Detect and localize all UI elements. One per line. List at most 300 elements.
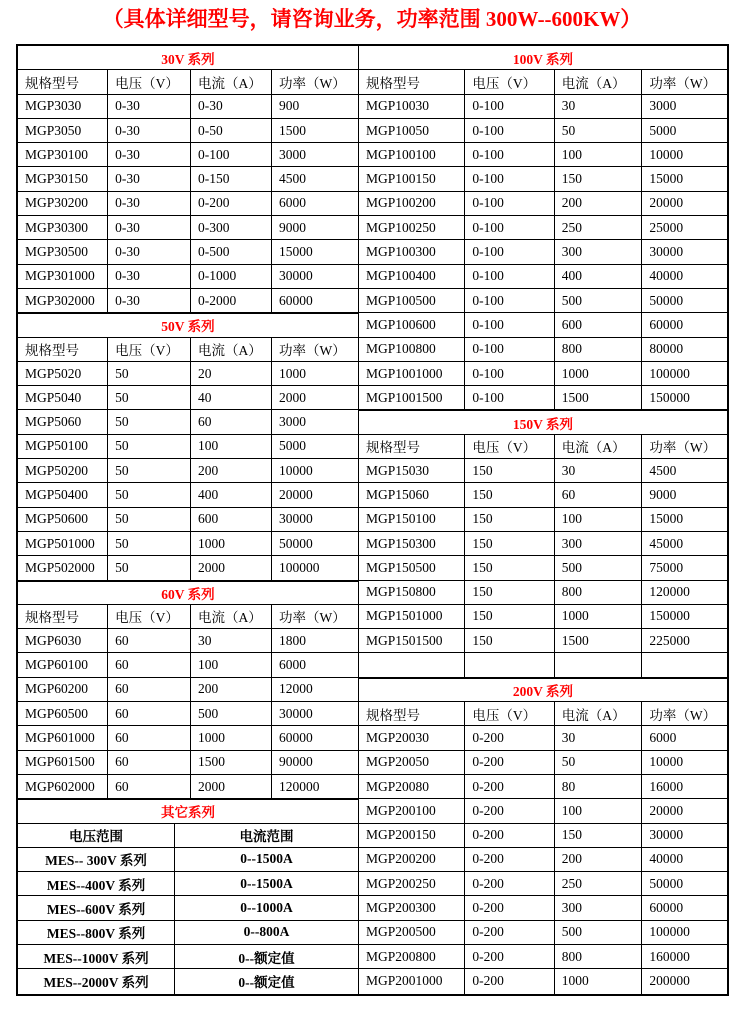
- value-cell: 0-500: [191, 240, 272, 263]
- table-row: [359, 483, 727, 507]
- model-cell: MGP60500: [18, 702, 108, 725]
- table-row: [18, 119, 358, 143]
- value-cell: 1000: [191, 726, 272, 749]
- model-cell: MGP50400: [18, 483, 108, 506]
- table-row: [359, 799, 727, 823]
- table-row: [18, 896, 358, 920]
- table-row: [18, 240, 358, 264]
- series-title: 60V 系列: [161, 586, 215, 602]
- table-row: [359, 386, 727, 410]
- model-cell: MES--2000V 系列: [18, 969, 175, 993]
- value-cell: 150: [465, 508, 554, 531]
- value-cell: 160000: [649, 948, 690, 964]
- model-cell: MGP15030: [359, 459, 465, 482]
- table-row: [18, 629, 358, 653]
- column-header: 电流（A）: [191, 605, 272, 628]
- value-cell: 0-100: [465, 167, 554, 190]
- table-row: [359, 896, 727, 920]
- value-cell: 0-100: [465, 338, 554, 361]
- value-cell: 250: [555, 872, 643, 895]
- column-header-row: [359, 702, 727, 726]
- model-cell: MGP100600: [359, 313, 465, 336]
- value-cell: 0-200: [465, 969, 554, 993]
- value-cell: 0-100: [465, 119, 554, 142]
- column-header: 电流（A）: [555, 702, 643, 725]
- column-header: 功率（W）: [649, 75, 717, 91]
- table-left-half: [18, 46, 359, 994]
- model-cell: MGP602000: [18, 775, 108, 798]
- model-cell: MGP5020: [18, 362, 108, 385]
- value-cell: 15000: [278, 244, 313, 260]
- value-cell: 0-200: [465, 799, 554, 822]
- series-section: [359, 46, 727, 410]
- value-cell: 100: [191, 435, 272, 458]
- value-cell: 150: [465, 556, 554, 579]
- table-row: [359, 532, 727, 556]
- value-cell: 0-1000: [191, 265, 272, 288]
- column-header: 电流（A）: [191, 338, 272, 361]
- value-cell: 0-100: [465, 240, 554, 263]
- value-cell: 90000: [278, 754, 313, 770]
- value-cell: 0-200: [191, 192, 272, 215]
- value-cell: 300: [555, 532, 643, 555]
- value-cell: 30000: [649, 827, 684, 843]
- table-row: [359, 872, 727, 896]
- table-row: [359, 313, 727, 337]
- value-cell: 0--800A: [243, 924, 290, 940]
- value-cell: 0-150: [191, 167, 272, 190]
- model-cell: [359, 653, 465, 676]
- model-cell: MGP100150: [359, 167, 465, 190]
- value-cell: 0--额定值: [238, 950, 295, 966]
- series-header-row: [18, 46, 358, 70]
- value-cell: 0-30: [108, 119, 191, 142]
- model-cell: MGP50200: [18, 459, 108, 482]
- table-row: [18, 969, 358, 993]
- value-cell: 0-100: [465, 313, 554, 336]
- column-header: 电压（V）: [465, 70, 554, 93]
- value-cell: 75000: [649, 559, 684, 575]
- model-cell: MGP100250: [359, 216, 465, 239]
- value-cell: 300: [555, 896, 643, 919]
- column-header-row: [359, 70, 727, 94]
- series-section: [18, 581, 358, 800]
- value-cell: 100000: [278, 559, 320, 575]
- value-cell: 100000: [649, 365, 690, 381]
- value-cell: 20000: [278, 486, 313, 502]
- model-cell: MGP200300: [359, 896, 465, 919]
- model-cell: MGP5040: [18, 386, 108, 409]
- value-cell: 50: [108, 386, 191, 409]
- value-cell: 50: [108, 362, 191, 385]
- value-cell: 60000: [649, 900, 684, 916]
- value-cell: 30000: [649, 244, 684, 260]
- value-cell: 0-30: [108, 167, 191, 190]
- value-cell: 0-100: [191, 143, 272, 166]
- value-cell: 3000: [278, 146, 306, 162]
- table-row: [18, 532, 358, 556]
- column-header: 功率（W）: [278, 610, 346, 626]
- table-row: [18, 483, 358, 507]
- value-cell: 150: [465, 629, 554, 652]
- table-row: [359, 726, 727, 750]
- value-cell: 0-50: [191, 119, 272, 142]
- model-cell: MGP1001500: [359, 386, 465, 409]
- value-cell: 0-200: [465, 726, 554, 749]
- value-cell: 40000: [649, 268, 684, 284]
- value-cell: 150: [465, 605, 554, 628]
- value-cell: 1000: [555, 969, 643, 993]
- value-cell: 500: [191, 702, 272, 725]
- value-cell: 120000: [278, 778, 320, 794]
- table-row: [359, 459, 727, 483]
- model-cell: MES--400V 系列: [18, 872, 175, 895]
- value-cell: 150: [465, 532, 554, 555]
- table-row: [18, 872, 358, 896]
- value-cell: 20000: [649, 195, 684, 211]
- value-cell: 10000: [649, 754, 684, 770]
- model-cell: MGP30100: [18, 143, 108, 166]
- value-cell: 0-300: [191, 216, 272, 239]
- model-cell: MGP150300: [359, 532, 465, 555]
- value-cell: 500: [555, 921, 643, 944]
- value-cell: 30000: [278, 511, 313, 527]
- value-cell: 200: [191, 459, 272, 482]
- table-right-half: [359, 46, 727, 994]
- value-cell: 10000: [649, 146, 684, 162]
- value-cell: 4500: [278, 171, 306, 187]
- value-cell: 50000: [649, 875, 684, 891]
- table-row: [359, 192, 727, 216]
- model-cell: MGP20050: [359, 751, 465, 774]
- value-cell: 45000: [649, 535, 684, 551]
- series-header-row: [18, 313, 358, 337]
- value-cell: 50: [108, 508, 191, 531]
- value-cell: 150: [465, 483, 554, 506]
- value-cell: [555, 653, 643, 676]
- value-cell: 15000: [649, 511, 684, 527]
- value-cell: 10000: [278, 462, 313, 478]
- model-cell: MGP20080: [359, 775, 465, 798]
- model-cell: MGP200250: [359, 872, 465, 895]
- series-title: 50V 系列: [161, 319, 215, 335]
- table-row: [18, 653, 358, 677]
- value-cell: 2000: [191, 775, 272, 798]
- model-cell: MGP150100: [359, 508, 465, 531]
- table-row: [18, 921, 358, 945]
- value-cell: 0-30: [108, 289, 191, 312]
- table-row: [359, 338, 727, 362]
- value-cell: 0-30: [108, 265, 191, 288]
- model-cell: MGP60100: [18, 653, 108, 676]
- value-cell: 0-200: [465, 921, 554, 944]
- series-header-row: [359, 46, 727, 70]
- model-cell: MGP100400: [359, 265, 465, 288]
- value-cell: 50000: [649, 292, 684, 308]
- value-cell: 60000: [649, 316, 684, 332]
- model-cell: MGP60200: [18, 678, 108, 701]
- value-cell: 60: [108, 726, 191, 749]
- value-cell: 5000: [649, 122, 677, 138]
- value-cell: 0--1500A: [240, 875, 293, 891]
- column-header: 电压（V）: [108, 338, 191, 361]
- column-header: 电压（V）: [465, 702, 554, 725]
- table-row: [359, 921, 727, 945]
- model-cell: MGP100100: [359, 143, 465, 166]
- series-title: 其它系列: [161, 805, 215, 821]
- value-cell: 1800: [278, 632, 306, 648]
- value-cell: 60: [108, 702, 191, 725]
- table-row: [18, 508, 358, 532]
- model-cell: MES-- 300V 系列: [18, 848, 175, 871]
- value-cell: 50: [108, 483, 191, 506]
- value-cell: 40000: [649, 851, 684, 867]
- value-cell: 400: [555, 265, 643, 288]
- column-header: 规格型号: [18, 338, 108, 361]
- table-row: [18, 265, 358, 289]
- value-cell: 0-200: [465, 751, 554, 774]
- table-row: [359, 824, 727, 848]
- page-title: （具体详细型号，请咨询业务，功率范围 300W--600KW）: [102, 7, 642, 31]
- value-cell: 500: [555, 556, 643, 579]
- table-row: [359, 653, 727, 677]
- table-row: [359, 216, 727, 240]
- model-cell: MGP100300: [359, 240, 465, 263]
- table-row: [359, 848, 727, 872]
- series-section: [359, 678, 727, 994]
- value-cell: 300: [555, 240, 643, 263]
- series-title: 150V 系列: [512, 416, 574, 432]
- value-cell: 150: [465, 581, 554, 604]
- series-header-row: [18, 799, 358, 823]
- value-cell: 150: [465, 459, 554, 482]
- column-header: 功率（W）: [649, 440, 717, 456]
- value-cell: 80000: [649, 341, 684, 357]
- series-title: 200V 系列: [512, 683, 574, 699]
- model-cell: MGP100800: [359, 338, 465, 361]
- value-cell: 0--1500A: [240, 851, 293, 867]
- value-cell: 2000: [191, 556, 272, 579]
- table-row: [359, 751, 727, 775]
- table-row: [18, 702, 358, 726]
- table-row: [359, 969, 727, 993]
- value-cell: 25000: [649, 219, 684, 235]
- table-row: [359, 119, 727, 143]
- value-cell: 30000: [278, 268, 313, 284]
- value-cell: 60: [108, 751, 191, 774]
- value-cell: 0--额定值: [238, 975, 295, 991]
- value-cell: 20: [191, 362, 272, 385]
- value-cell: 600: [191, 508, 272, 531]
- value-cell: 6000: [649, 729, 677, 745]
- value-cell: 0-100: [465, 362, 554, 385]
- value-cell: 600: [555, 313, 643, 336]
- value-cell: 0-100: [465, 143, 554, 166]
- value-cell: 20000: [649, 802, 684, 818]
- value-cell: 0-30: [108, 192, 191, 215]
- value-cell: 800: [555, 945, 643, 968]
- value-cell: 150000: [649, 608, 690, 624]
- table-row: [18, 410, 358, 434]
- table-row: [359, 240, 727, 264]
- value-cell: 200000: [649, 973, 690, 989]
- model-cell: MGP200800: [359, 945, 465, 968]
- table-row: [18, 386, 358, 410]
- value-cell: 0-200: [465, 945, 554, 968]
- column-header: 电流（A）: [191, 70, 272, 93]
- value-cell: 150: [555, 167, 643, 190]
- value-cell: 50: [108, 435, 191, 458]
- column-header: 规格型号: [359, 702, 465, 725]
- value-cell: 0-30: [108, 216, 191, 239]
- value-cell: 0-200: [465, 896, 554, 919]
- series-title: 100V 系列: [512, 51, 574, 67]
- value-cell: 50: [108, 410, 191, 433]
- table-row: [18, 556, 358, 580]
- model-cell: MGP150800: [359, 581, 465, 604]
- column-header: 规格型号: [18, 605, 108, 628]
- value-cell: 0-200: [465, 775, 554, 798]
- model-cell: MGP301000: [18, 265, 108, 288]
- value-cell: 50: [108, 532, 191, 555]
- model-cell: MGP30150: [18, 167, 108, 190]
- column-header: 功率（W）: [278, 75, 346, 91]
- value-cell: 1500: [191, 751, 272, 774]
- table-row: [359, 945, 727, 969]
- value-cell: 50: [108, 556, 191, 579]
- table-row: [18, 216, 358, 240]
- value-cell: 12000: [278, 681, 313, 697]
- column-header: 电压（V）: [108, 605, 191, 628]
- model-cell: MGP10030: [359, 95, 465, 118]
- value-cell: 50000: [278, 535, 313, 551]
- value-cell: 100: [555, 143, 643, 166]
- value-cell: 900: [278, 98, 300, 114]
- series-section: [18, 799, 358, 993]
- column-header: 规格型号: [359, 70, 465, 93]
- value-cell: 30: [191, 629, 272, 652]
- table-row: [18, 192, 358, 216]
- value-cell: 0-100: [465, 386, 554, 409]
- value-cell: 30: [555, 459, 643, 482]
- model-cell: MGP1501500: [359, 629, 465, 652]
- model-cell: MGP302000: [18, 289, 108, 312]
- column-header: 电压范围: [18, 824, 175, 847]
- value-cell: 0-30: [108, 143, 191, 166]
- model-cell: MGP3050: [18, 119, 108, 142]
- value-cell: 60: [555, 483, 643, 506]
- column-header: 功率（W）: [278, 343, 346, 359]
- value-cell: 100: [191, 653, 272, 676]
- model-cell: MGP1001000: [359, 362, 465, 385]
- value-cell: 200: [191, 678, 272, 701]
- model-cell: MGP150500: [359, 556, 465, 579]
- value-cell: 15000: [649, 171, 684, 187]
- value-cell: 50: [555, 751, 643, 774]
- value-cell: 120000: [649, 584, 690, 600]
- model-cell: MGP30500: [18, 240, 108, 263]
- value-cell: 5000: [278, 438, 306, 454]
- value-cell: 0-30: [191, 95, 272, 118]
- series-header-row: [359, 678, 727, 702]
- table-row: [359, 508, 727, 532]
- value-cell: 60: [108, 629, 191, 652]
- model-cell: MGP601500: [18, 751, 108, 774]
- model-cell: MGP100500: [359, 289, 465, 312]
- series-header-row: [18, 581, 358, 605]
- column-header: 功率（W）: [649, 707, 717, 723]
- table-row: [18, 945, 358, 969]
- column-header: 电流（A）: [555, 435, 643, 458]
- model-cell: MGP200150: [359, 824, 465, 847]
- value-cell: 100: [555, 508, 643, 531]
- series-section: [18, 313, 358, 580]
- value-cell: 3000: [278, 414, 306, 430]
- value-cell: 40: [191, 386, 272, 409]
- model-cell: MES--600V 系列: [18, 896, 175, 919]
- value-cell: 0-100: [465, 265, 554, 288]
- table-row: [18, 751, 358, 775]
- model-cell: MES--800V 系列: [18, 921, 175, 944]
- value-cell: 4500: [649, 462, 677, 478]
- value-cell: 9000: [278, 219, 306, 235]
- model-cell: MGP15060: [359, 483, 465, 506]
- model-cell: MGP601000: [18, 726, 108, 749]
- column-header: 电流范围: [239, 829, 294, 845]
- table-row: [359, 605, 727, 629]
- column-header: 电流（A）: [555, 70, 643, 93]
- table-row: [359, 167, 727, 191]
- value-cell: 60: [108, 653, 191, 676]
- table-row: [359, 265, 727, 289]
- value-cell: 0-30: [108, 95, 191, 118]
- model-cell: MGP6030: [18, 629, 108, 652]
- value-cell: 1000: [191, 532, 272, 555]
- value-cell: [465, 653, 554, 676]
- model-cell: MGP20030: [359, 726, 465, 749]
- series-title: 30V 系列: [161, 51, 215, 67]
- value-cell: 0-100: [465, 192, 554, 215]
- model-cell: MGP5060: [18, 410, 108, 433]
- model-cell: MGP50600: [18, 508, 108, 531]
- table-row: [18, 435, 358, 459]
- value-cell: 50: [108, 459, 191, 482]
- value-cell: 16000: [649, 778, 684, 794]
- series-section: [18, 46, 358, 313]
- table-row: [18, 143, 358, 167]
- model-cell: MGP502000: [18, 556, 108, 579]
- value-cell: 0-200: [465, 848, 554, 871]
- value-cell: 200: [555, 192, 643, 215]
- value-cell: 30000: [278, 705, 313, 721]
- value-cell: 1000: [278, 365, 306, 381]
- value-cell: 500: [555, 289, 643, 312]
- series-header-row: [359, 410, 727, 434]
- value-cell: 400: [191, 483, 272, 506]
- value-cell: 0-2000: [191, 289, 272, 312]
- model-cell: MES--1000V 系列: [18, 945, 175, 968]
- table-row: [359, 143, 727, 167]
- model-cell: MGP200500: [359, 921, 465, 944]
- value-cell: 200: [555, 848, 643, 871]
- table-row: [359, 629, 727, 653]
- value-cell: 80: [555, 775, 643, 798]
- model-cell: MGP100200: [359, 192, 465, 215]
- column-header-row: [18, 824, 358, 848]
- table-row: [18, 459, 358, 483]
- column-header: 电压（V）: [465, 435, 554, 458]
- table-row: [359, 362, 727, 386]
